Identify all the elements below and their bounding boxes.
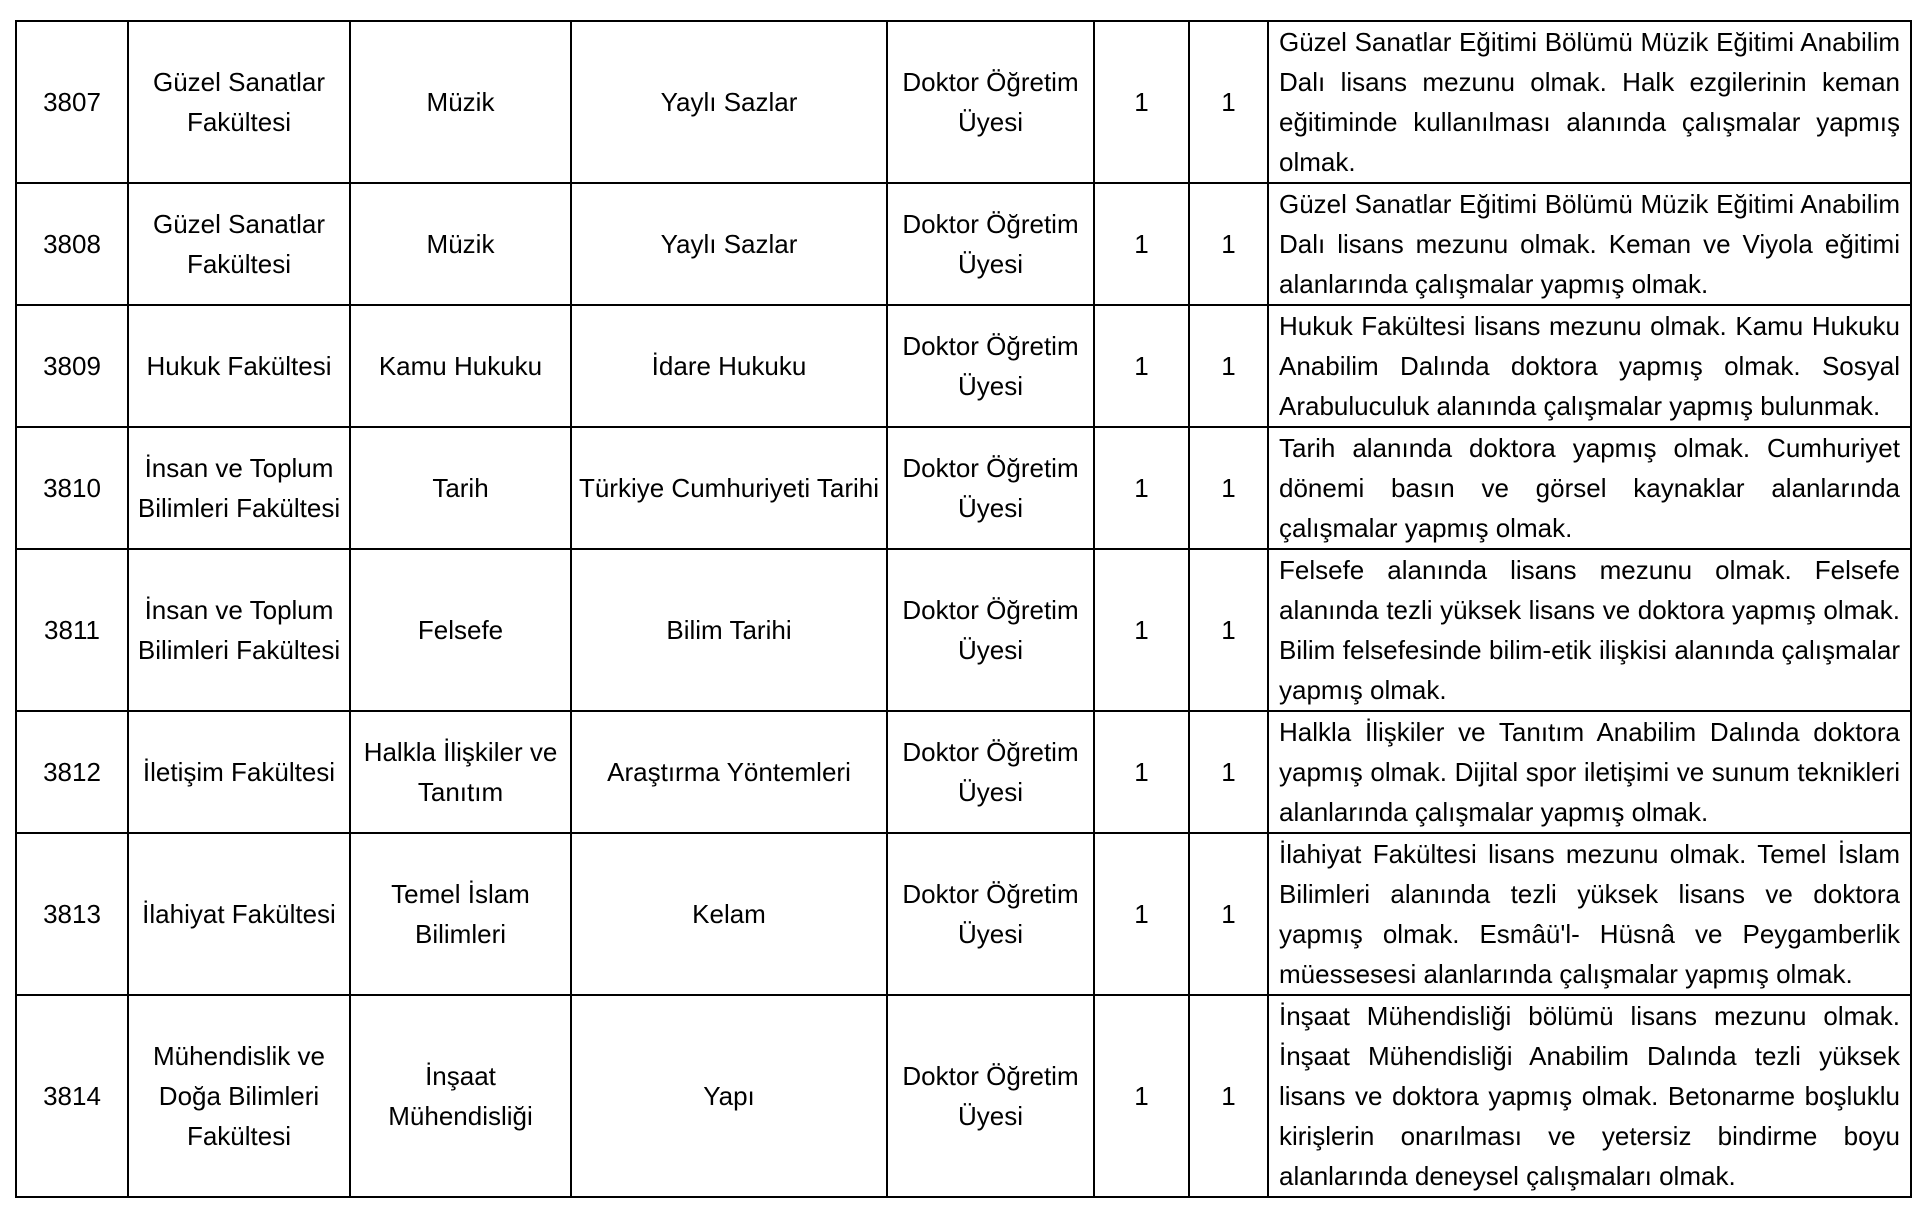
count-cell: 1 — [1094, 305, 1189, 427]
table-row — [16, 833, 1911, 995]
department-cell: Kamu Hukuku — [350, 305, 571, 427]
unit-cell: Güzel Sanatlar Fakültesi — [128, 21, 350, 183]
requirement-cell: Felsefe alanında lisans mezunu olmak. Felsefe alanında tezli yüksek lisans ve doktora yapmış olmak. Bilim felsefesinde bilim-etik ilişkisi alanında çalışmalar yapmış olmak. — [1268, 549, 1911, 711]
ilan-no: 3811 — [16, 549, 128, 711]
field-cell: Yapı — [571, 995, 887, 1197]
unit-cell: Güzel Sanatlar Fakültesi — [128, 183, 350, 305]
ilan-no: 3809 — [16, 305, 128, 427]
title-cell: Doktor Öğretim Üyesi — [887, 305, 1094, 427]
field-cell: Bilim Tarihi — [571, 549, 887, 711]
title-cell: Doktor Öğretim Üyesi — [887, 427, 1094, 549]
unit-cell: Hukuk Fakültesi — [128, 305, 350, 427]
ilan-no: 3808 — [16, 183, 128, 305]
count-cell: 1 — [1094, 21, 1189, 183]
count-cell: 1 — [1094, 995, 1189, 1197]
unit-cell: İlahiyat Fakültesi — [128, 833, 350, 995]
count-cell: 1 — [1189, 711, 1268, 833]
department-cell: Felsefe — [350, 549, 571, 711]
field-cell: Araştırma Yöntemleri — [571, 711, 887, 833]
requirement-cell: Güzel Sanatlar Eğitimi Bölümü Müzik Eğitimi Anabilim Dalı lisans mezunu olmak. Halk ezgilerinin keman eğitiminde kullanılması alanında çalışmalar yapmış olmak. — [1268, 21, 1911, 183]
count-cell: 1 — [1189, 549, 1268, 711]
count-cell: 1 — [1189, 833, 1268, 995]
unit-cell: İnsan ve Toplum Bilimleri Fakültesi — [128, 549, 350, 711]
department-cell: Tarih — [350, 427, 571, 549]
field-cell: Yaylı Sazlar — [571, 183, 887, 305]
field-cell: Kelam — [571, 833, 887, 995]
field-cell: İdare Hukuku — [571, 305, 887, 427]
count-cell: 1 — [1094, 711, 1189, 833]
count-cell: 1 — [1094, 427, 1189, 549]
count-cell: 1 — [1189, 305, 1268, 427]
ilan-no: 3810 — [16, 427, 128, 549]
department-cell: İnşaat Mühendisliği — [350, 995, 571, 1197]
count-cell: 1 — [1094, 833, 1189, 995]
department-cell: Müzik — [350, 183, 571, 305]
count-cell: 1 — [1094, 183, 1189, 305]
unit-cell: İletişim Fakültesi — [128, 711, 350, 833]
requirement-cell: Tarih alanında doktora yapmış olmak. Cumhuriyet dönemi basın ve görsel kaynaklar alanlarında çalışmalar yapmış olmak. — [1268, 427, 1911, 549]
table-row — [16, 183, 1911, 305]
count-cell: 1 — [1189, 995, 1268, 1197]
requirement-cell: Güzel Sanatlar Eğitimi Bölümü Müzik Eğitimi Anabilim Dalı lisans mezunu olmak. Keman ve Viyola eğitimi alanlarında çalışmalar yapmış olmak. — [1268, 183, 1911, 305]
title-cell: Doktor Öğretim Üyesi — [887, 995, 1094, 1197]
count-cell: 1 — [1189, 183, 1268, 305]
field-cell: Yaylı Sazlar — [571, 21, 887, 183]
requirement-cell: İlahiyat Fakültesi lisans mezunu olmak. Temel İslam Bilimleri alanında tezli yüksek lisans ve doktora yapmış olmak. Esmâü'l- Hüsnâ ve Peygamberlik müessesesi alanlarında çalışmalar yapmış olmak. — [1268, 833, 1911, 995]
field-cell: Türkiye Cumhuriyeti Tarihi — [571, 427, 887, 549]
title-cell: Doktor Öğretim Üyesi — [887, 21, 1094, 183]
title-cell: Doktor Öğretim Üyesi — [887, 711, 1094, 833]
table-row — [16, 305, 1911, 427]
title-cell: Doktor Öğretim Üyesi — [887, 549, 1094, 711]
ilan-no: 3813 — [16, 833, 128, 995]
table-row — [16, 21, 1911, 183]
count-cell: 1 — [1189, 427, 1268, 549]
table-row — [16, 427, 1911, 549]
department-cell: Müzik — [350, 21, 571, 183]
count-cell: 1 — [1094, 549, 1189, 711]
unit-cell: İnsan ve Toplum Bilimleri Fakültesi — [128, 427, 350, 549]
table-row — [16, 711, 1911, 833]
title-cell: Doktor Öğretim Üyesi — [887, 183, 1094, 305]
ilan-no: 3807 — [16, 21, 128, 183]
department-cell: Halkla İlişkiler ve Tanıtım — [350, 711, 571, 833]
requirement-cell: İnşaat Mühendisliği bölümü lisans mezunu olmak. İnşaat Mühendisliği Anabilim Dalında tezli yüksek lisans ve doktora yapmış olmak. Betonarme boşluklu kirişlerin onarılması ve yetersiz bindirme boyu alanlarında deneysel çalışmaları olmak. — [1268, 995, 1911, 1197]
title-cell: Doktor Öğretim Üyesi — [887, 833, 1094, 995]
positions-table — [15, 20, 1912, 1198]
table-row — [16, 549, 1911, 711]
department-cell: Temel İslam Bilimleri — [350, 833, 571, 995]
unit-cell: Mühendislik ve Doğa Bilimleri Fakültesi — [128, 995, 350, 1197]
count-cell: 1 — [1189, 21, 1268, 183]
requirement-cell: Halkla İlişkiler ve Tanıtım Anabilim Dalında doktora yapmış olmak. Dijital spor iletişimi ve sunum teknikleri alanlarında çalışmalar yapmış olmak. — [1268, 711, 1911, 833]
table-row — [16, 995, 1911, 1197]
requirement-cell: Hukuk Fakültesi lisans mezunu olmak. Kamu Hukuku Anabilim Dalında doktora yapmış olmak. Sosyal Arabuluculuk alanında çalışmalar yapmış bulunmak. — [1268, 305, 1911, 427]
ilan-no: 3812 — [16, 711, 128, 833]
ilan-no: 3814 — [16, 995, 128, 1197]
